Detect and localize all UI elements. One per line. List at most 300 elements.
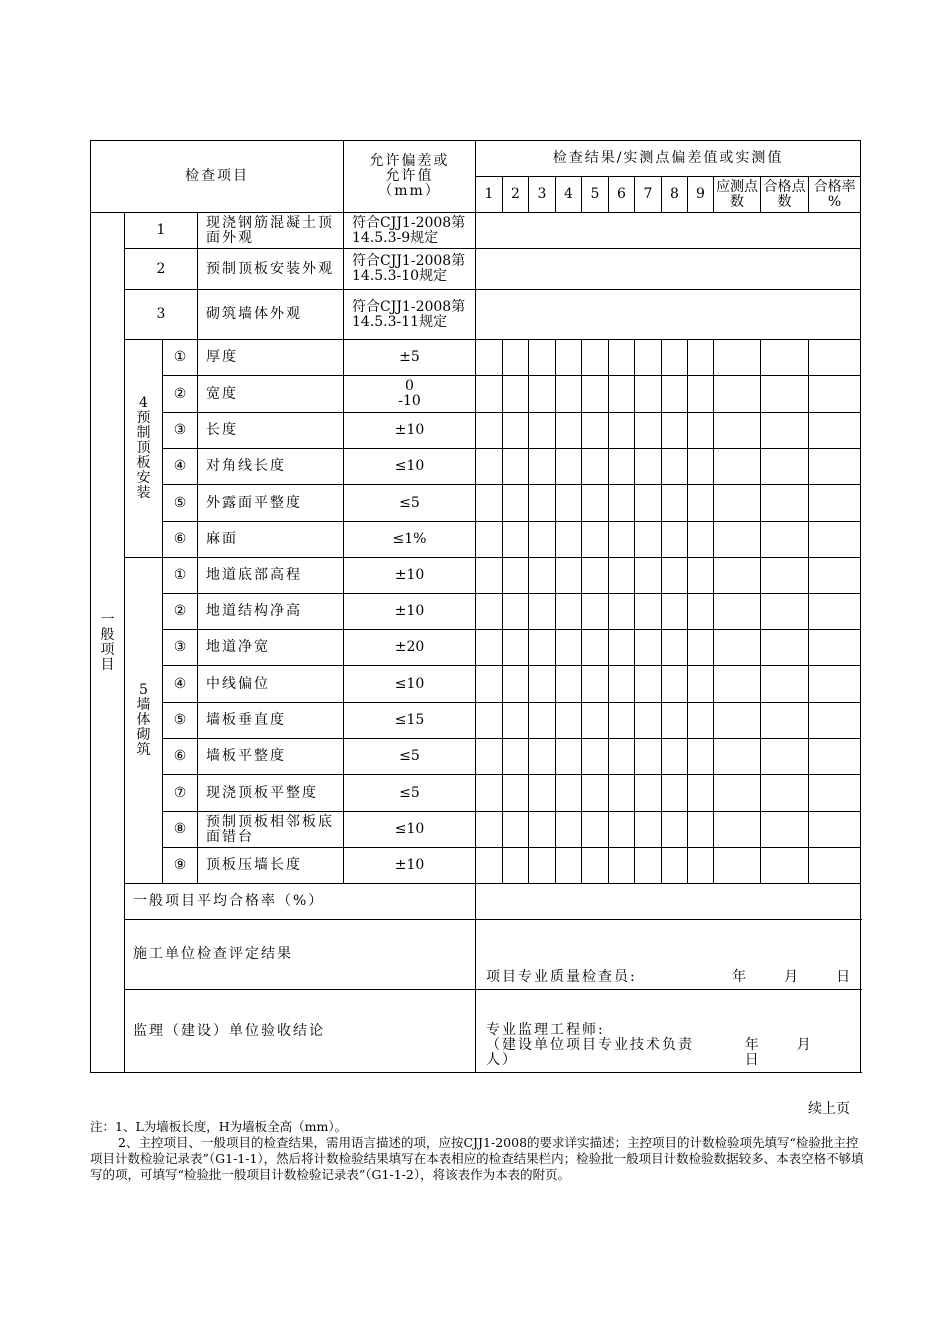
result-cell[interactable] xyxy=(609,703,635,739)
group4-char: 预 xyxy=(136,410,151,426)
result-cell[interactable] xyxy=(809,739,861,775)
result-cell[interactable] xyxy=(582,812,609,848)
result-cell[interactable] xyxy=(662,594,688,630)
result-cell[interactable] xyxy=(609,848,635,884)
col-header-5: 5 xyxy=(582,177,609,213)
result-cell[interactable] xyxy=(809,340,861,376)
result-cell[interactable] xyxy=(662,703,688,739)
col-header-passpts: 合格点数 xyxy=(761,177,809,213)
result-cell[interactable] xyxy=(556,594,582,630)
day-label: 日 xyxy=(744,1052,759,1068)
table-row xyxy=(91,413,861,449)
result-cell[interactable] xyxy=(529,558,556,594)
avg-row xyxy=(91,884,861,920)
table-row xyxy=(91,522,861,558)
result-cell[interactable] xyxy=(688,703,714,739)
avg-value[interactable] xyxy=(476,884,861,920)
supervise-row xyxy=(91,990,861,1073)
item-name: 地道结构净高 xyxy=(198,594,344,630)
table-row xyxy=(91,213,861,249)
item-name: 预制顶板相邻板底面错台 xyxy=(198,812,344,848)
result-cell[interactable] xyxy=(582,594,609,630)
result-cell[interactable] xyxy=(688,485,714,522)
group4-char: 装 xyxy=(136,485,151,501)
item-no: ① xyxy=(163,558,198,594)
result-cell[interactable] xyxy=(476,522,503,558)
table-row xyxy=(91,594,861,630)
result-cell[interactable] xyxy=(582,666,609,703)
table-row xyxy=(91,449,861,485)
result-cell[interactable] xyxy=(635,594,662,630)
result-cell[interactable] xyxy=(809,522,861,558)
table-row xyxy=(91,630,861,666)
result-cell[interactable] xyxy=(503,376,529,413)
item-name: 宽度 xyxy=(198,376,344,413)
result-cell[interactable] xyxy=(582,522,609,558)
general-label xyxy=(91,213,125,1073)
item-allow: ±10 xyxy=(344,848,476,884)
construct-date xyxy=(694,970,850,985)
item-allow: ±5 xyxy=(344,340,476,376)
result-cell[interactable] xyxy=(529,739,556,775)
result-cell[interactable] xyxy=(688,848,714,884)
result-cell[interactable] xyxy=(609,594,635,630)
group5-char: 墙 xyxy=(136,697,151,713)
result-cell[interactable] xyxy=(476,848,503,884)
result-cell[interactable] xyxy=(714,630,761,666)
result-cell[interactable] xyxy=(688,449,714,485)
result-cell[interactable] xyxy=(635,522,662,558)
table-row xyxy=(91,340,861,376)
result-cell[interactable] xyxy=(662,775,688,812)
supervise-sign-area[interactable] xyxy=(476,990,861,1073)
result-cell[interactable] xyxy=(476,812,503,848)
general-label-char: 目 xyxy=(100,656,115,673)
result-cell[interactable] xyxy=(714,666,761,703)
result-cell[interactable] xyxy=(635,812,662,848)
result-cell[interactable] xyxy=(761,485,809,522)
item-allow: 0 -10 xyxy=(344,376,476,413)
item-no: ② xyxy=(163,376,198,413)
item-name: 麻面 xyxy=(198,522,344,558)
result-cell[interactable] xyxy=(476,594,503,630)
group4-char: 制 xyxy=(136,425,151,441)
result-cell[interactable] xyxy=(635,703,662,739)
group4-char: 安 xyxy=(136,470,151,486)
table-row xyxy=(91,485,861,522)
result-cell[interactable] xyxy=(635,848,662,884)
month-label: 月 xyxy=(796,1037,811,1053)
result-cell[interactable] xyxy=(635,775,662,812)
group4-char: 顶 xyxy=(136,440,151,456)
result-cell[interactable] xyxy=(529,485,556,522)
item-allow: ±10 xyxy=(344,594,476,630)
result-cell[interactable] xyxy=(503,413,529,449)
item-no: ⑦ xyxy=(163,775,198,812)
result-cell[interactable] xyxy=(503,340,529,376)
result-cell[interactable] xyxy=(714,340,761,376)
result-cell[interactable] xyxy=(761,340,809,376)
result-cell[interactable] xyxy=(809,485,861,522)
result-cell[interactable] xyxy=(556,630,582,666)
result-cell[interactable] xyxy=(714,376,761,413)
result-cell[interactable] xyxy=(529,376,556,413)
item-allow: ±10 xyxy=(344,413,476,449)
result-cell[interactable] xyxy=(809,775,861,812)
result-cell[interactable] xyxy=(688,775,714,812)
result-cell[interactable] xyxy=(556,485,582,522)
col-header-2: 2 xyxy=(503,177,529,213)
item-allow: ≤5 xyxy=(344,775,476,812)
group5-label xyxy=(125,558,163,884)
result-cell[interactable] xyxy=(761,848,809,884)
result-cell[interactable] xyxy=(688,413,714,449)
supervise-sign-line xyxy=(486,1023,850,1038)
result-cell[interactable] xyxy=(503,848,529,884)
result-cell[interactable] xyxy=(635,630,662,666)
result-span[interactable] xyxy=(476,290,861,340)
month-label: 月 xyxy=(784,969,799,985)
result-cell[interactable] xyxy=(476,666,503,703)
result-cell[interactable] xyxy=(609,449,635,485)
item-allow: ≤10 xyxy=(344,449,476,485)
result-cell[interactable] xyxy=(609,340,635,376)
supervise-sign-text: 专业监理工程师: xyxy=(486,1022,605,1038)
result-cell[interactable] xyxy=(635,449,662,485)
construct-sign-area[interactable] xyxy=(476,920,861,990)
item-no: ① xyxy=(163,340,198,376)
result-cell[interactable] xyxy=(761,522,809,558)
note-2: 2、主控项目、一般项目的检查结果，需用语言描述的项，应按CJJ1-2008的要求详实描述；主控项目的计数检验项先填写“检验批主控项目计数检验记录表”（G1-1-1），然后将计数检验结果填写在本表相应的检查结果栏内；检验批一般项目计数检验数据较多、本表空格不够填写的项，可填写“检验批一般项目计数检验记录表”（G1-1-2），将该表作为本表的附页。 xyxy=(90,1135,864,1182)
result-cell[interactable] xyxy=(556,340,582,376)
result-cell[interactable] xyxy=(609,376,635,413)
item-no: ④ xyxy=(163,666,198,703)
table-row xyxy=(91,290,861,340)
result-cell[interactable] xyxy=(714,413,761,449)
item-no: ⑧ xyxy=(163,812,198,848)
result-cell[interactable] xyxy=(688,812,714,848)
result-cell[interactable] xyxy=(529,775,556,812)
col-header-1: 1 xyxy=(476,177,503,213)
result-cell[interactable] xyxy=(582,630,609,666)
result-cell[interactable] xyxy=(761,558,809,594)
result-cell[interactable] xyxy=(556,449,582,485)
result-cell[interactable] xyxy=(662,558,688,594)
result-cell[interactable] xyxy=(582,449,609,485)
result-cell[interactable] xyxy=(809,376,861,413)
table-row xyxy=(91,249,861,290)
result-cell[interactable] xyxy=(635,739,662,775)
result-cell[interactable] xyxy=(688,376,714,413)
item-allow: ≤5 xyxy=(344,739,476,775)
result-cell[interactable] xyxy=(582,558,609,594)
result-cell[interactable] xyxy=(761,812,809,848)
result-span[interactable] xyxy=(476,213,861,249)
result-cell[interactable] xyxy=(809,558,861,594)
construct-sign-text: 项目专业质量检查员: xyxy=(486,969,637,985)
result-cell[interactable] xyxy=(609,522,635,558)
result-cell[interactable] xyxy=(761,630,809,666)
row-name: 预制顶板安装外观 xyxy=(198,249,344,290)
result-cell[interactable] xyxy=(503,739,529,775)
result-cell[interactable] xyxy=(662,739,688,775)
item-no: ⑥ xyxy=(163,739,198,775)
result-cell[interactable] xyxy=(714,703,761,739)
result-cell[interactable] xyxy=(503,594,529,630)
continued-label: 续上页 xyxy=(808,1101,850,1117)
col-header-rate: 合格率 % xyxy=(809,177,861,213)
result-cell[interactable] xyxy=(582,485,609,522)
result-cell[interactable] xyxy=(635,413,662,449)
item-no: ③ xyxy=(163,413,198,449)
result-cell[interactable] xyxy=(503,485,529,522)
row-no: 2 xyxy=(125,249,198,290)
result-cell[interactable] xyxy=(761,449,809,485)
result-cell[interactable] xyxy=(714,848,761,884)
result-cell[interactable] xyxy=(635,340,662,376)
general-label-char: 一 xyxy=(100,611,115,628)
item-name: 外露面平整度 xyxy=(198,485,344,522)
table-row xyxy=(91,739,861,775)
result-cell[interactable] xyxy=(662,449,688,485)
result-cell[interactable] xyxy=(761,594,809,630)
result-cell[interactable] xyxy=(503,630,529,666)
result-cell[interactable] xyxy=(662,666,688,703)
row-name: 现浇钢筋混凝土顶面外观 xyxy=(198,213,344,249)
result-cell[interactable] xyxy=(635,558,662,594)
result-cell[interactable] xyxy=(662,413,688,449)
result-cell[interactable] xyxy=(529,703,556,739)
notes xyxy=(90,1119,865,1183)
item-name: 现浇顶板平整度 xyxy=(198,775,344,812)
item-no: ⑤ xyxy=(163,485,198,522)
result-cell[interactable] xyxy=(582,848,609,884)
result-cell[interactable] xyxy=(503,703,529,739)
result-cell[interactable] xyxy=(476,413,503,449)
result-cell[interactable] xyxy=(503,522,529,558)
result-cell[interactable] xyxy=(529,594,556,630)
result-cell[interactable] xyxy=(582,703,609,739)
supervise-date xyxy=(707,1038,850,1068)
table-row xyxy=(91,376,861,413)
result-cell[interactable] xyxy=(556,775,582,812)
supervise-label: 监理（建设）单位验收结论 xyxy=(125,990,476,1073)
result-cell[interactable] xyxy=(662,522,688,558)
item-name: 中线偏位 xyxy=(198,666,344,703)
result-cell[interactable] xyxy=(635,666,662,703)
result-cell[interactable] xyxy=(688,558,714,594)
result-cell[interactable] xyxy=(582,739,609,775)
result-cell[interactable] xyxy=(556,812,582,848)
item-allow: ≤1% xyxy=(344,522,476,558)
result-span[interactable] xyxy=(476,249,861,290)
result-cell[interactable] xyxy=(529,666,556,703)
result-cell[interactable] xyxy=(503,558,529,594)
result-cell[interactable] xyxy=(529,340,556,376)
result-cell[interactable] xyxy=(556,666,582,703)
result-cell[interactable] xyxy=(529,848,556,884)
result-cell[interactable] xyxy=(582,413,609,449)
result-cell[interactable] xyxy=(609,558,635,594)
result-cell[interactable] xyxy=(714,739,761,775)
result-cell[interactable] xyxy=(714,775,761,812)
row-no: 1 xyxy=(125,213,198,249)
col-header-6: 6 xyxy=(609,177,635,213)
result-cell[interactable] xyxy=(476,485,503,522)
result-cell[interactable] xyxy=(714,485,761,522)
result-cell[interactable] xyxy=(809,630,861,666)
item-name: 长度 xyxy=(198,413,344,449)
header-results: 检查结果/实测点偏差值或实测值 xyxy=(476,141,861,177)
group5-char: 砌 xyxy=(136,727,151,743)
header-item: 检查项目 xyxy=(91,141,344,213)
result-cell[interactable] xyxy=(609,812,635,848)
table-row xyxy=(91,666,861,703)
result-cell[interactable] xyxy=(529,630,556,666)
result-cell[interactable] xyxy=(503,775,529,812)
result-cell[interactable] xyxy=(503,449,529,485)
row-name: 砌筑墙体外观 xyxy=(198,290,344,340)
result-cell[interactable] xyxy=(688,739,714,775)
result-cell[interactable] xyxy=(688,340,714,376)
col-header-should: 应测点数 xyxy=(714,177,761,213)
result-cell[interactable] xyxy=(609,739,635,775)
item-name: 对角线长度 xyxy=(198,449,344,485)
result-cell[interactable] xyxy=(809,848,861,884)
result-cell[interactable] xyxy=(761,775,809,812)
result-cell[interactable] xyxy=(556,522,582,558)
result-cell[interactable] xyxy=(476,775,503,812)
result-cell[interactable] xyxy=(662,340,688,376)
result-cell[interactable] xyxy=(761,376,809,413)
result-cell[interactable] xyxy=(809,594,861,630)
result-cell[interactable] xyxy=(635,376,662,413)
construct-sign-line xyxy=(486,970,850,985)
result-cell[interactable] xyxy=(809,812,861,848)
result-cell[interactable] xyxy=(529,449,556,485)
result-cell[interactable] xyxy=(476,739,503,775)
item-allow: ≤15 xyxy=(344,703,476,739)
result-cell[interactable] xyxy=(529,413,556,449)
result-cell[interactable] xyxy=(688,630,714,666)
inspection-table xyxy=(90,140,861,1073)
result-cell[interactable] xyxy=(476,376,503,413)
day-label: 日 xyxy=(836,969,851,985)
col-header-3: 3 xyxy=(529,177,556,213)
item-no: ③ xyxy=(163,630,198,666)
result-cell[interactable] xyxy=(809,449,861,485)
table-row xyxy=(91,775,861,812)
row-allow: 符合CJJ1-2008第14.5.3-11规定 xyxy=(344,290,476,340)
col-header-4: 4 xyxy=(556,177,582,213)
result-cell[interactable] xyxy=(609,485,635,522)
result-cell[interactable] xyxy=(688,522,714,558)
group5-char: 筑 xyxy=(136,742,151,758)
construct-row xyxy=(91,920,861,990)
result-cell[interactable] xyxy=(503,666,529,703)
result-cell[interactable] xyxy=(609,666,635,703)
row-allow: 符合CJJ1-2008第14.5.3-10规定 xyxy=(344,249,476,290)
result-cell[interactable] xyxy=(476,558,503,594)
group5-no: 5 xyxy=(139,682,148,698)
result-cell[interactable] xyxy=(662,630,688,666)
result-cell[interactable] xyxy=(662,812,688,848)
result-cell[interactable] xyxy=(761,413,809,449)
result-cell[interactable] xyxy=(476,703,503,739)
table-row xyxy=(91,812,861,848)
avg-label: 一般项目平均合格率（%） xyxy=(125,884,476,920)
result-cell[interactable] xyxy=(476,630,503,666)
result-cell[interactable] xyxy=(688,666,714,703)
result-cell[interactable] xyxy=(609,630,635,666)
result-cell[interactable] xyxy=(609,775,635,812)
result-cell[interactable] xyxy=(556,376,582,413)
result-cell[interactable] xyxy=(761,739,809,775)
result-cell[interactable] xyxy=(609,413,635,449)
item-name: 厚度 xyxy=(198,340,344,376)
group4-no: 4 xyxy=(139,395,148,411)
header-allow: 允许偏差或允许值（mm） xyxy=(344,141,476,213)
result-cell[interactable] xyxy=(476,340,503,376)
result-cell[interactable] xyxy=(662,848,688,884)
result-cell[interactable] xyxy=(809,666,861,703)
result-cell[interactable] xyxy=(582,775,609,812)
result-cell[interactable] xyxy=(714,522,761,558)
result-cell[interactable] xyxy=(662,485,688,522)
result-cell[interactable] xyxy=(635,485,662,522)
item-name: 地道底部高程 xyxy=(198,558,344,594)
construct-label: 施工单位检查评定结果 xyxy=(125,920,476,990)
result-cell[interactable] xyxy=(529,812,556,848)
result-cell[interactable] xyxy=(582,340,609,376)
result-cell[interactable] xyxy=(556,848,582,884)
result-cell[interactable] xyxy=(582,376,609,413)
item-allow: ±20 xyxy=(344,630,476,666)
item-allow: ≤5 xyxy=(344,485,476,522)
group5-char: 体 xyxy=(136,712,151,728)
result-cell[interactable] xyxy=(556,739,582,775)
item-name: 顶板压墙长度 xyxy=(198,848,344,884)
result-cell[interactable] xyxy=(476,449,503,485)
item-allow: ≤10 xyxy=(344,812,476,848)
table-row xyxy=(91,558,861,594)
general-label-char: 般 xyxy=(100,626,115,643)
general-label-char: 项 xyxy=(100,641,115,658)
result-cell[interactable] xyxy=(761,703,809,739)
result-cell[interactable] xyxy=(662,376,688,413)
supervise-sign-line xyxy=(486,1038,850,1068)
item-no: ⑤ xyxy=(163,703,198,739)
supervise-sign-text: （建设单位项目专业技术负责人） xyxy=(486,1037,694,1068)
result-cell[interactable] xyxy=(714,594,761,630)
group4-label xyxy=(125,340,163,558)
result-cell[interactable] xyxy=(761,666,809,703)
result-cell[interactable] xyxy=(556,413,582,449)
result-cell[interactable] xyxy=(529,522,556,558)
result-cell[interactable] xyxy=(809,703,861,739)
item-allow: ≤10 xyxy=(344,666,476,703)
result-cell[interactable] xyxy=(503,812,529,848)
result-cell[interactable] xyxy=(809,413,861,449)
year-label: 年 xyxy=(744,1037,759,1053)
result-cell[interactable] xyxy=(688,594,714,630)
result-cell[interactable] xyxy=(714,558,761,594)
group4-char: 板 xyxy=(136,455,151,471)
result-cell[interactable] xyxy=(714,812,761,848)
result-cell[interactable] xyxy=(556,703,582,739)
result-cell[interactable] xyxy=(714,449,761,485)
result-cell[interactable] xyxy=(556,558,582,594)
